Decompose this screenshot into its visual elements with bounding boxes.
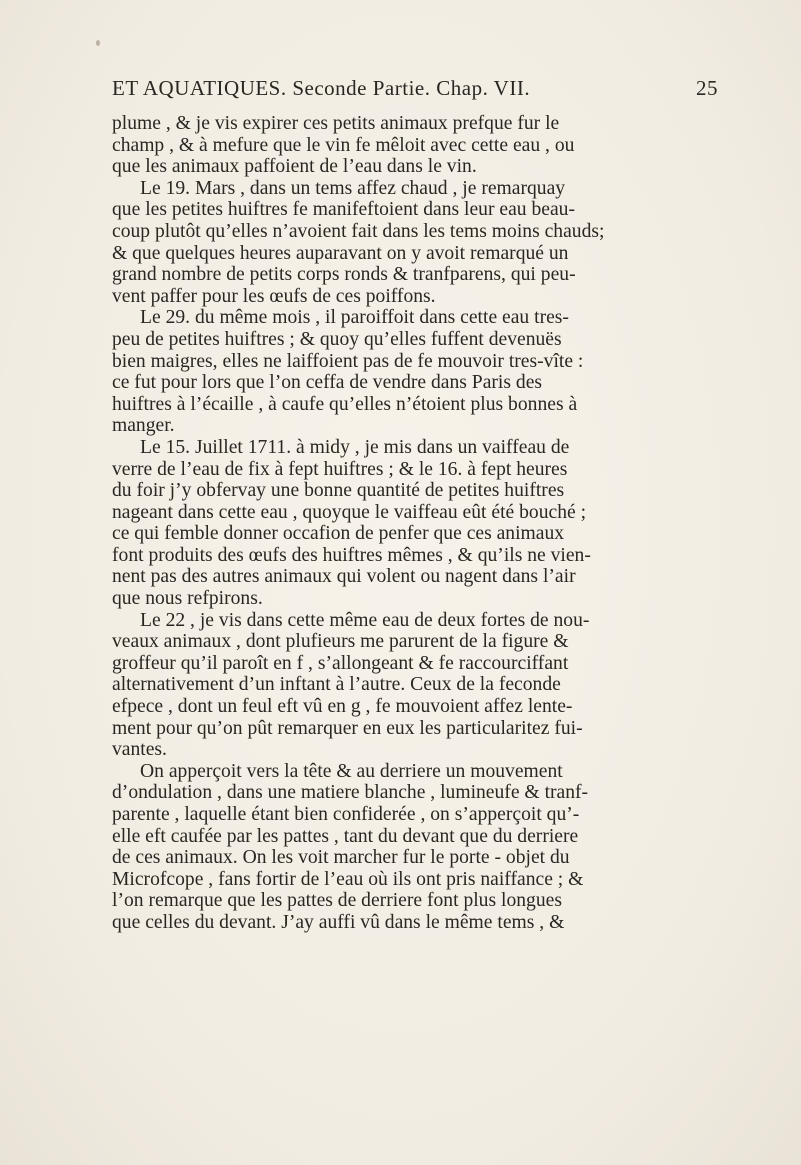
text-line: alternativement d’un inftant à l’autre. Ceux de la feconde bbox=[112, 674, 561, 696]
text-line: manger. bbox=[112, 415, 175, 437]
text-line: grand nombre de petits corps ronds & tranfparens, qui peu- bbox=[112, 264, 576, 286]
text-line: On apperçoit vers la tête & au derriere un mouvement bbox=[140, 760, 563, 782]
running-title: ET AQUATIQUES. Seconde Partie. Chap. VII. bbox=[112, 76, 531, 100]
text-line: champ , & à mefure que le vin fe mêloit avec cette eau , ou bbox=[112, 134, 575, 156]
text-line: que les animaux paffoient de l’eau dans le vin. bbox=[112, 156, 477, 178]
text-line: que celles du devant. J’ay auffi vû dans le même tems , & bbox=[112, 911, 565, 933]
ink-speck bbox=[96, 40, 100, 46]
text-line: vent paffer pour les œufs de ces poiffons. bbox=[112, 285, 436, 307]
text-line: coup plutôt qu’elles n’avoient fait dans les tems moins chauds; bbox=[112, 220, 605, 242]
text-line: huiftres à l’écaille , à caufe qu’elles n’étoient plus bonnes à bbox=[112, 393, 578, 415]
text-line: Le 15. Juillet 1711. à midy , je mis dans un vaiffeau de bbox=[140, 436, 570, 458]
text-line: peu de petites huiftres ; & quoy qu’elles fuffent devenuës bbox=[112, 328, 562, 350]
text-line: Le 22 , je vis dans cette même eau de deux fortes de nou- bbox=[140, 609, 590, 631]
text-line: ce qui femble donner occafion de penfer que ces animaux bbox=[112, 523, 565, 545]
text-line: Le 29. du même mois , il paroiffoit dans cette eau tres- bbox=[140, 307, 569, 329]
text-line: ment pour qu’on pût remarquer en eux les particularitez fui- bbox=[112, 717, 583, 739]
text-line: font produits des œufs des huiftres mêmes , & qu’ils ne vien- bbox=[112, 544, 591, 566]
text-line: Le 19. Mars , dans un tems affez chaud , je remarquay bbox=[140, 177, 566, 199]
text-line: bien maigres, elles ne laiffoient pas de fe mouvoir tres-vîte : bbox=[112, 350, 584, 372]
text-line: parente , laquelle étant bien confiderée , on s’apperçoit qu’- bbox=[112, 804, 580, 825]
text-line: veaux animaux , dont plufieurs me parurent de la figure & bbox=[112, 631, 569, 653]
body-text bbox=[112, 113, 722, 934]
text-line: Microfcope , fans fortir de l’eau où ils ont pris naiffance ; & bbox=[112, 868, 584, 890]
text-line: nent pas des autres animaux qui volent ou nagent dans l’air bbox=[112, 566, 576, 588]
text-line: vantes. bbox=[112, 739, 167, 761]
page-header bbox=[112, 74, 718, 106]
text-line: elle eft caufée par les pattes , tant du devant que du derriere bbox=[112, 825, 579, 847]
text-line: verre de l’eau de fix à fept huiftres ; & le 16. à fept heures bbox=[112, 458, 568, 480]
page-number: 25 bbox=[696, 76, 718, 100]
text-line: efpece , dont un feul eft vû en g , fe mouvoient affez lente- bbox=[112, 696, 573, 718]
text-line: groffeur qu’il paroît en f , s’allongeant & fe raccourciffant bbox=[112, 652, 569, 674]
text-line: du foir j’y obfervay une bonne quantité de petites huiftres bbox=[112, 480, 565, 502]
text-line: & que quelques heures auparavant on y avoit remarqué un bbox=[112, 242, 569, 264]
text-line: ce fut pour lors que l’on ceffa de vendre dans Paris des bbox=[112, 372, 543, 394]
text-line: nageant dans cette eau , quoyque le vaiffeau eût été bouché ; bbox=[112, 501, 587, 523]
text-line: d’ondulation , dans une matiere blanche , lumineufe & tranf- bbox=[112, 782, 589, 804]
text-line: que les petites huiftres fe manifeftoient dans leur eau beau- bbox=[112, 199, 575, 221]
text-line: de ces animaux. On les voit marcher fur le porte - objet du bbox=[112, 847, 570, 869]
text-line: que nous refpirons. bbox=[112, 588, 263, 610]
text-line: plume , & je vis expirer ces petits animaux prefque fur le bbox=[112, 113, 560, 134]
text-line: l’on remarque que les pattes de derriere font plus longues bbox=[112, 890, 562, 912]
